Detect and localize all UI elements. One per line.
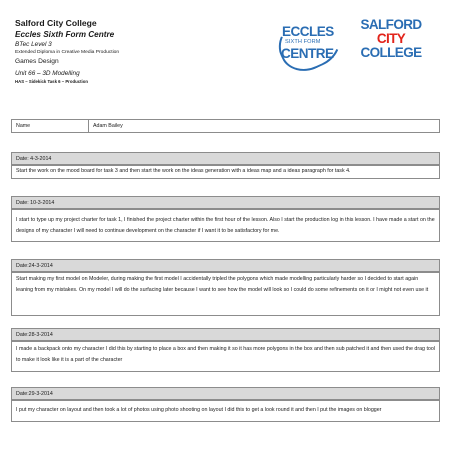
name-row bbox=[11, 119, 440, 133]
salford-city-college-logo bbox=[345, 18, 437, 60]
salford-logo-line1: SALFORD bbox=[360, 17, 422, 32]
document-header bbox=[15, 18, 275, 85]
course-name: Games Design bbox=[15, 58, 59, 65]
college-name: Salford City College bbox=[15, 18, 97, 28]
eccles-logo-line1: ECCLES bbox=[282, 24, 334, 39]
entry-text-3: Start making my first model on Modeler, during making the first model I accidentally tripled the polygons which made modelling particularly harder so I decided to start again leaning from my mistakes. On my model I will do the surfacing later because I want to see how the model will look so I could do some refinements on it or I might not even use it bbox=[11, 272, 440, 316]
entry-date-3: Date:24-3-2014 bbox=[11, 259, 440, 272]
student-name: Adam Bailey bbox=[93, 123, 123, 129]
entry-text-4: I made a backpack onto my character I did this by starting to place a box and then making it so it has more polygons in the box and then sub patched it and then used the drag tool to make it look like it is a part of the character bbox=[11, 341, 440, 372]
name-divider bbox=[88, 120, 89, 132]
entry-date-2: Date: 10-3-2014 bbox=[11, 196, 440, 209]
qualification-level: BTec Level 3 bbox=[15, 41, 52, 48]
unit-title: Unit 66 – 3D Modelling bbox=[15, 70, 80, 77]
task-title: HAS – Sidekick Task 6 – Production bbox=[15, 79, 88, 84]
entry-date-5: Date:29-3-2014 bbox=[11, 387, 440, 400]
centre-name: Eccles Sixth Form Centre bbox=[15, 30, 115, 39]
name-label: Name bbox=[16, 123, 31, 129]
diploma-title: Extended Diploma in Creative Media Production bbox=[15, 50, 120, 55]
entry-text-2: I start to type up my project charter for task 1, I finished the project charter within the first hour of the lesson. Also I start the production log in this lesson. I have made a start on the designs of my character I will need to continue development on the character if I want it to be satisfactory for me. bbox=[11, 209, 440, 242]
entry-text-5: I put my character on layout and then took a lot of photos using photo shooting on layout I did this to get a look round it and then I put the images on blogger bbox=[11, 400, 440, 422]
entry-text-1: Start the work on the mood board for task 3 and then start the work on the ideas generation with a ideas map and a ideas paragraph for task 4. bbox=[11, 165, 440, 179]
eccles-logo bbox=[276, 17, 338, 67]
salford-logo-line2: CITY bbox=[376, 31, 406, 46]
eccles-logo-line3: CENTRE bbox=[281, 46, 334, 61]
entry-date-4: Date:28-3-2014 bbox=[11, 328, 440, 341]
entry-date-1: Date: 4-3-2014 bbox=[11, 152, 440, 165]
salford-logo-line3: COLLEGE bbox=[360, 45, 422, 60]
eccles-logo-line2: SIXTH FORM bbox=[285, 39, 321, 45]
